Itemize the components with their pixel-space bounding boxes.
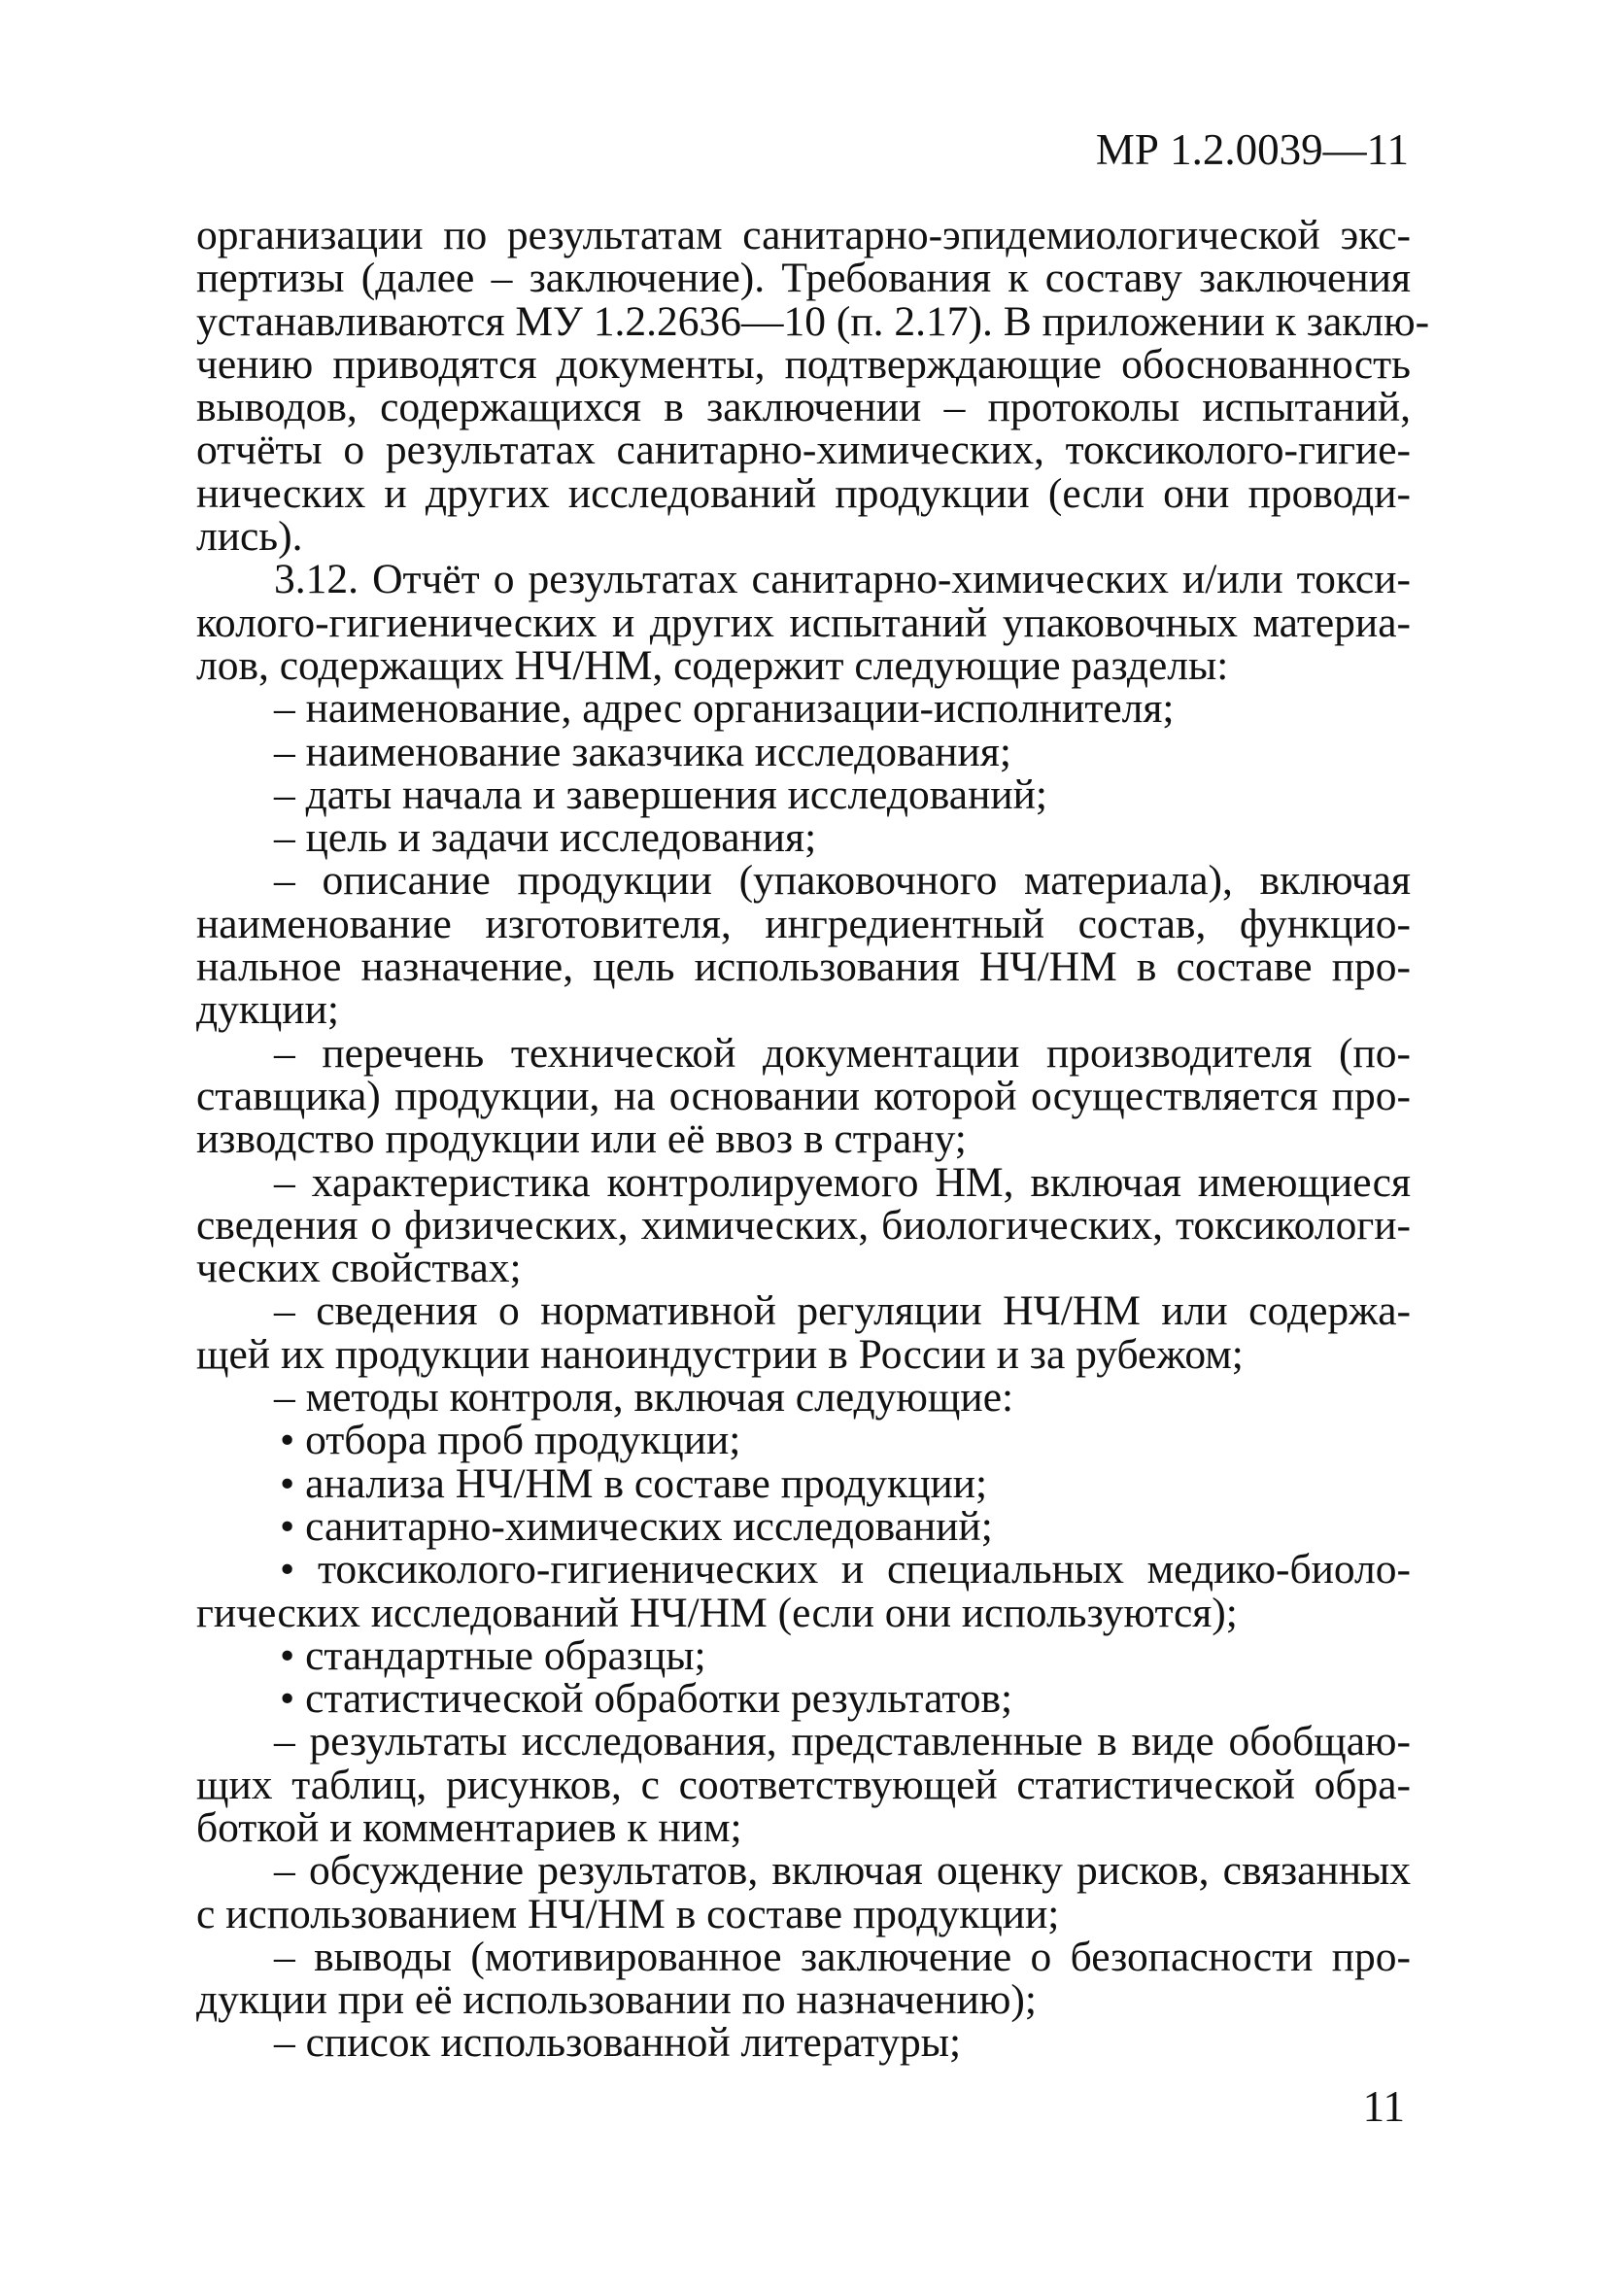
text-line: сведения о физических, химических, биологических, токсикологи- <box>196 1201 1411 1249</box>
text-line: – наименование заказчика исследования; <box>274 728 1011 775</box>
text-line: дукции при её использовании по назначению); <box>196 1976 1037 2024</box>
document-code-header: МР 1.2.0039—11 <box>1095 125 1409 174</box>
text-line: – список использованной литературы; <box>274 2019 962 2067</box>
text-line: лов, содержащих НЧ/НМ, содержит следующие разделы: <box>196 641 1229 689</box>
text-line: гических исследований НЧ/НМ (если они используются); <box>196 1589 1238 1636</box>
text-line: пертизы (далее – заключение). Требования к составу заключения <box>196 255 1411 302</box>
text-line: лись). <box>196 513 303 561</box>
text-line: нальное назначение, цель использования НЧ/НМ в составе про- <box>196 943 1411 991</box>
text-line: щей их продукции наноиндустрии в России и за рубежом; <box>196 1330 1244 1378</box>
text-line: нических и других исследований продукции (если они проводи- <box>196 469 1411 517</box>
text-line: – цель и задачи исследования; <box>274 814 817 862</box>
text-line: • санитарно-химических исследований; <box>280 1502 993 1550</box>
text-line: ставщика) продукции, на основании которой осуществляется про- <box>196 1072 1411 1119</box>
text-line: щих таблиц, рисунков, с соответствующей статистической обра- <box>196 1761 1411 1808</box>
text-line: – даты начала и завершения исследований; <box>274 771 1047 818</box>
text-line: наименование изготовителя, ингредиентный состав, функцио- <box>196 900 1411 947</box>
text-line: – наименование, адрес организации-исполнителя; <box>274 685 1175 733</box>
text-line: выводов, содержащихся в заключении – протоколы испытаний, <box>196 384 1411 431</box>
text-line: • токсиколого-гигиенических и специальных медико-биоло- <box>280 1546 1411 1593</box>
text-line: 3.12. Отчёт о результатах санитарно-химических и/или токси- <box>274 556 1411 603</box>
text-line: – характеристика контролируемого НМ, включая имеющиеся <box>274 1158 1411 1206</box>
text-line: устанавливаются МУ 1.2.2636—10 (п. 2.17). В приложении к заклю- <box>196 297 1430 345</box>
text-line: организации по результатам санитарно-эпидемиологической экс- <box>196 212 1411 258</box>
page-number: 11 <box>1362 2082 1405 2131</box>
text-line: отчёты о результатах санитарно-химических, токсиколого-гигие- <box>196 427 1411 474</box>
text-line: колого-гигиенических и других испытаний упаковочных материа- <box>196 599 1411 646</box>
text-line: боткой и комментариев к ним; <box>196 1803 742 1851</box>
text-line: • анализа НЧ/НМ в составе продукции; <box>280 1459 988 1507</box>
text-line: – перечень технической документации производителя (по- <box>274 1029 1411 1077</box>
text-line: – сведения о нормативной регуляции НЧ/НМ или содержа- <box>274 1287 1411 1335</box>
document-body-text <box>196 212 1430 2067</box>
text-line: чению приводятся документы, подтверждающие обоснованность <box>196 340 1411 388</box>
text-line: – описание продукции (упаковочного материала), включая <box>274 857 1411 905</box>
text-line: – обсуждение результатов, включая оценку рисков, связанных <box>274 1847 1411 1895</box>
text-line: • стандартные образцы; <box>280 1631 706 1679</box>
text-line: • отбора проб продукции; <box>280 1417 741 1464</box>
text-line: с использованием НЧ/НМ в составе продукции; <box>196 1890 1060 1937</box>
text-line: – результаты исследования, представленные в виде обобщаю- <box>274 1718 1411 1765</box>
text-line: дукции; <box>196 986 339 1034</box>
text-line: изводство продукции или её ввоз в страну; <box>196 1115 967 1163</box>
text-line: • статистической обработки результатов; <box>280 1675 1013 1723</box>
text-line: – методы контроля, включая следующие: <box>274 1374 1014 1422</box>
text-line: – выводы (мотивированное заключение о безопасности про- <box>274 1933 1411 1980</box>
text-line: ческих свойствах; <box>196 1245 522 1292</box>
